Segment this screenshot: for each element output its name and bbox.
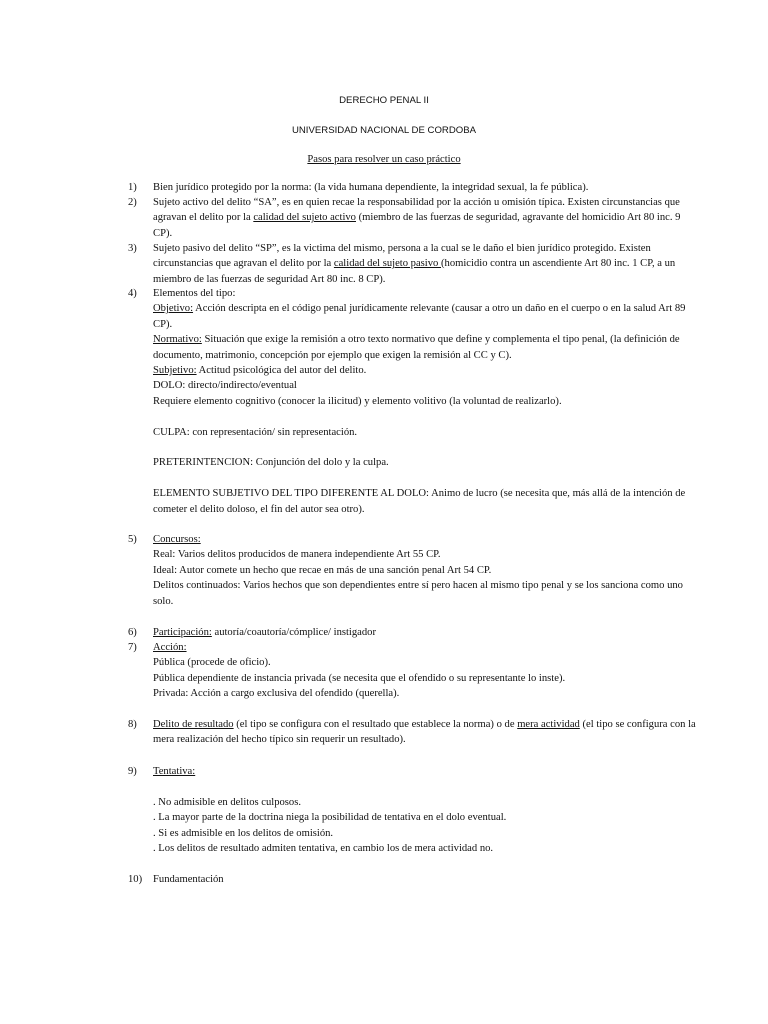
list-item-5 (128, 532, 698, 609)
list-item-10 (128, 872, 698, 887)
list-item-1 (128, 180, 698, 195)
subjetivo-text: Subjetivo: Actitud psicológica del autor del delito. (153, 365, 367, 377)
list-item-7 (128, 640, 698, 702)
item-number: 3) (128, 243, 137, 254)
item-title: Acción: (153, 642, 187, 653)
list-item-6 (128, 625, 698, 640)
item-number: 10) (128, 874, 143, 885)
list-item-4 (128, 286, 698, 517)
item-number: 2) (128, 197, 137, 208)
item-number: 9) (128, 766, 137, 777)
list-item-3 (128, 241, 698, 287)
item-number: 1) (128, 182, 137, 193)
item-title: Concursos: (153, 534, 201, 545)
item-title: Tentativa: (153, 766, 196, 777)
dolo-text: DOLO: directo/indirecto/eventual (153, 380, 297, 392)
continuados-text: Delitos continuados: Varios hechos que son dependientes entre sí pero hacen al mismo tipo penal y se los sanciona como uno solo. (153, 580, 683, 607)
item-text: Fundamentación (153, 874, 224, 885)
item-text: Delito de resultado (el tipo se configura con el resultado que establece la norma) o de mera actividad (el tipo se configura con la mera realización del hecho típico sin requerir un resultado). (153, 719, 696, 746)
preterintencion-text: PRETERINTENCION: Conjunción del dolo y la culpa. (153, 457, 389, 469)
item-text: Participación: autoría/coautoría/cómplice/ instigador (153, 627, 376, 638)
list-item-9 (128, 764, 698, 856)
item-number: 5) (128, 534, 137, 545)
publica-text: Pública (procede de oficio). (153, 657, 271, 669)
document-subtitle: Pasos para resolver un caso práctico (307, 154, 461, 165)
real-text: Real: Varios delitos producidos de manera independiente Art 55 CP. (153, 549, 441, 561)
tentativa-line-1: . No admisible en delitos culposos. (153, 796, 302, 808)
item-text: Bien jurídico protegido por la norma: (la vida humana dependiente, la integridad sexual, la fe pública). (153, 182, 589, 193)
course-title: DERECHO PENAL II (339, 95, 429, 106)
item-number: 7) (128, 642, 137, 653)
culpa-text: CULPA: con representación/ sin representación. (153, 426, 358, 438)
ideal-text: Ideal: Autor comete un hecho que recae en más de una sanción penal Art 54 CP. (153, 564, 492, 576)
objetivo-text: Objetivo: Acción descripta en el código penal jurídicamente relevante (causar a otro un daño en el cuerpo o en la salud Art 89 CP). (153, 303, 686, 330)
item-text: Sujeto activo del delito “SA”, es en quien recae la responsabilidad por la acción u omisión típica. Existen circunstancias que agravan el delito por la calidad del sujeto activo (miembro de las fuerzas de seguridad, agravante del homicidio Art 80 inc. 9 CP). (153, 197, 681, 239)
tentativa-line-4: . Los delitos de resultado admiten tentativa, en cambio los de mera actividad no. (153, 843, 494, 855)
elemento-subjetivo-text: ELEMENTO SUBJETIVO DEL TIPO DIFERENTE AL DOLO: Animo de lucro (se necesita que, más allá de la intención de cometer el delito doloso, el fin del autor sea otro). (153, 488, 686, 515)
university-title: UNIVERSIDAD NACIONAL DE CORDOBA (291, 125, 477, 136)
item-number: 4) (128, 288, 137, 299)
tentativa-line-2: . La mayor parte de la doctrina niega la posibilidad de tentativa en el dolo eventual. (153, 812, 507, 824)
item-number: 6) (128, 627, 137, 638)
dependiente-text: Pública dependiente de instancia privada (se necesita que el ofendido o su representante lo inste). (153, 672, 566, 684)
item-title: Elementos del tipo: (153, 288, 236, 299)
tentativa-line-3: . Si es admisible en los delitos de omisión. (153, 827, 334, 839)
item-number: 8) (128, 719, 137, 730)
privada-text: Privada: Acción a cargo exclusiva del ofendido (querella). (153, 688, 400, 700)
list-item-8 (128, 717, 698, 748)
item-text: Sujeto pasivo del delito “SP”, es la victima del mismo, persona a la cual se le daño el bien jurídico protegido. Existen circunstancias que agravan el delito por la calidad del sujeto pasivo (homicidio contra un ascendiente Art 80 inc. 1 CP, a un miembro de las fuerzas de seguridad Art 80 inc. 8 CP). (153, 243, 676, 285)
requiere-text: Requiere elemento cognitivo (conocer la ilicitud) y elemento volitivo (la voluntad de realizarlo). (153, 395, 562, 407)
list-item-2 (128, 195, 698, 241)
normativo-text: Normativo: Situación que exige la remisión a otro texto normativo que define y complementa el tipo penal, (la definición de documento, matrimonio, concepción por ejemplo que exigen la remisión al CC y C). (153, 334, 680, 361)
